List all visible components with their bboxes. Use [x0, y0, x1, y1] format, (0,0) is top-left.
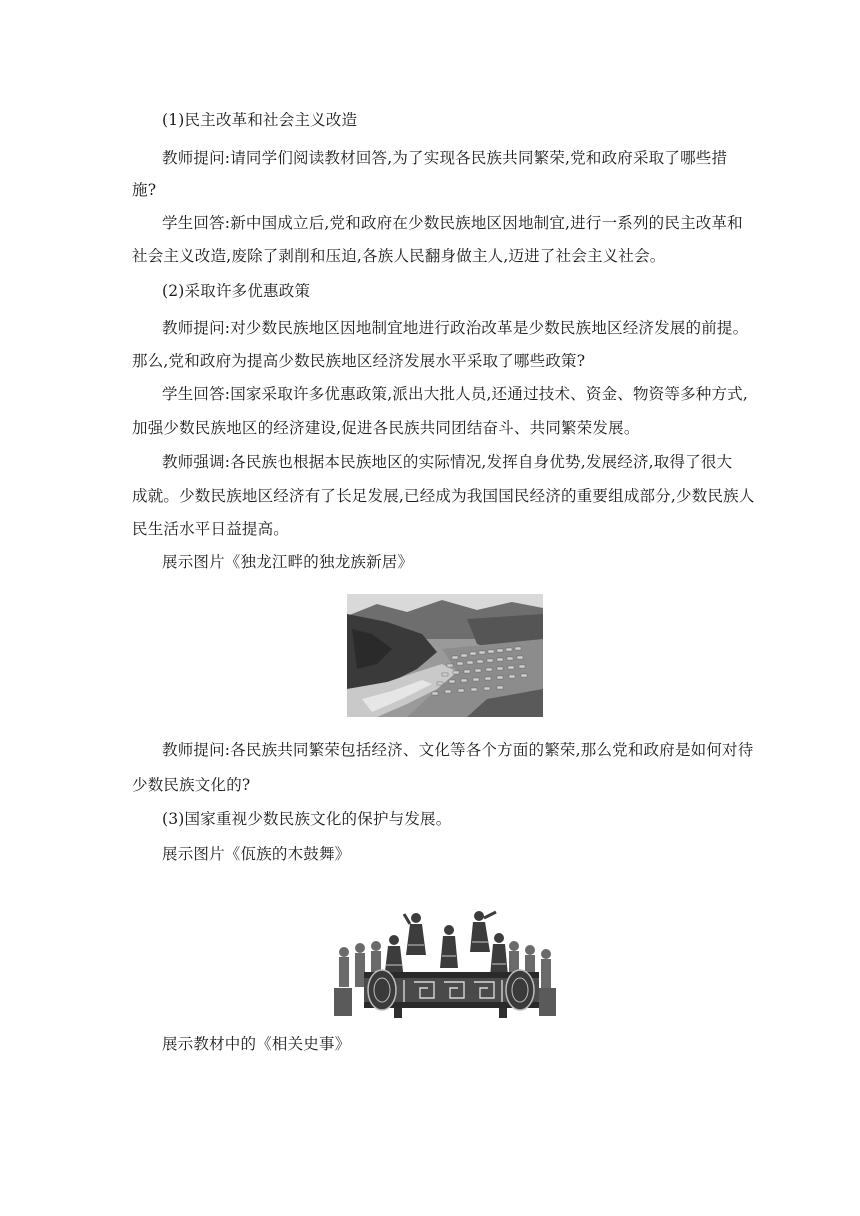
figure-caption-wa-drum-dance: 展示图片《佤族的木鼓舞》 — [162, 845, 351, 863]
teacher-question-line: 那么,党和政府为提高少数民族地区经济发展水平采取了哪些政策? — [132, 352, 586, 370]
student-answer-line: 社会主义改造,废除了剥削和压迫,各族人民翻身做主人,迈进了社会主义社会。 — [132, 247, 666, 265]
wa-drum-dance-photo — [334, 910, 556, 1022]
teacher-emphasis-line: 成就。少数民族地区经济有了长足发展,已经成为我国国民经济的重要组成部分,少数民族人 — [132, 487, 755, 505]
figure-caption-dulong-new-homes: 展示图片《独龙江畔的独龙族新居》 — [162, 553, 414, 571]
teacher-question-line: 教师提问:各民族共同繁荣包括经济、文化等各个方面的繁荣,那么党和政府是如何对待 — [162, 741, 754, 759]
teacher-question-line: 教师提问:请同学们阅读教材回答,为了实现各民族共同繁荣,党和政府采取了哪些措 — [162, 149, 728, 167]
teacher-emphasis-line: 教师强调:各民族也根据本民族地区的实际情况,发挥自身优势,发展经济,取得了很大 — [162, 453, 733, 471]
section-heading-culture-protection: (3)国家重视少数民族文化的保护与发展。 — [162, 810, 452, 828]
teacher-question-line: 教师提问:对少数民族地区因地制宜地进行政治改革是少数民族地区经济发展的前提。 — [162, 319, 749, 337]
student-answer-line: 学生回答:新中国成立后,党和政府在少数民族地区因地制宜,进行一系列的民主改革和 — [162, 214, 743, 232]
student-answer-line: 学生回答:国家采取许多优惠政策,派出大批人员,还通过技术、资金、物资等多种方式, — [162, 385, 749, 403]
section-heading-democratic-reform: (1)民主改革和社会主义改造 — [162, 111, 358, 129]
teacher-question-line: 施? — [132, 181, 157, 199]
teacher-question-line: 少数民族文化的? — [132, 776, 251, 794]
section-heading-preferential-policies: (2)采取许多优惠政策 — [162, 282, 311, 300]
dulong-village-photo — [347, 594, 543, 717]
related-history-caption: 展示教材中的《相关史事》 — [162, 1035, 351, 1053]
teacher-emphasis-line: 民生活水平日益提高。 — [132, 520, 290, 538]
student-answer-line: 加强少数民族地区的经济建设,促进各民族共同团结奋斗、共同繁荣发展。 — [132, 419, 640, 437]
